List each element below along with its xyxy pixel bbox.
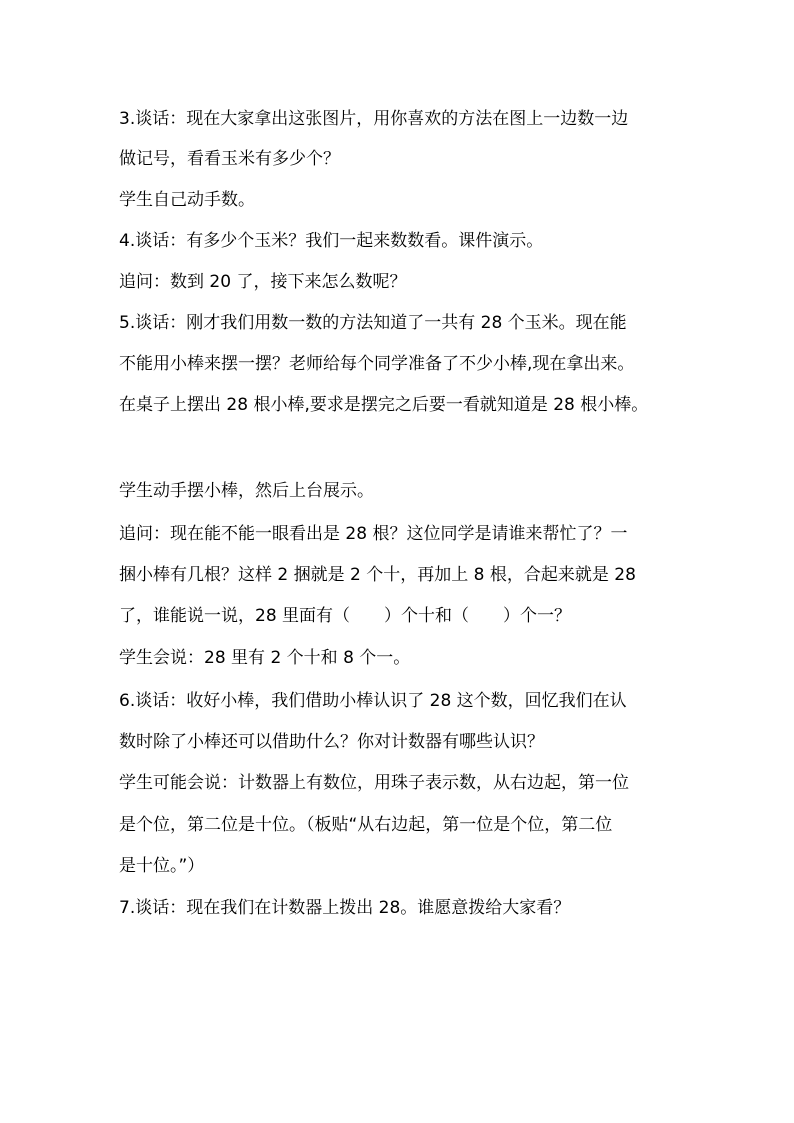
text-line-10: 追问：现在能不能一眼看出是 28 根？这位同学是请谁来帮忙了？一 — [119, 524, 628, 544]
text-line-11: 捆小棒有几根？这样 2 捆就是 2 个十，再加上 8 根，合起来就是 28 — [119, 565, 636, 585]
text-line-19: 7.谈话：现在我们在计数器上拨出 28。谁愿意拨给大家看？ — [119, 898, 571, 918]
text-line-12: 了，谁能说一说，28 里面有（ ）个十和（ ）个一？ — [119, 606, 572, 626]
text-line-2: 做记号，看看玉米有多少个？ — [119, 149, 340, 169]
text-line-15: 数时除了小棒还可以借助什么？你对计数器有哪些认识？ — [119, 732, 544, 752]
text-line-8: 在桌子上摆出 28 根小棒,要求是摆完之后要一看就知道是 28 根小棒。 — [119, 395, 649, 415]
text-line-9: 学生动手摆小棒，然后上台展示。 — [119, 481, 374, 501]
text-line-4: 4.谈话：有多少个玉米？我们一起来数数看。课件演示。 — [119, 231, 544, 251]
text-line-17: 是个位，第二位是十位。（板贴“从右边起，第一位是个位，第二位 — [119, 815, 613, 835]
text-line-7: 不能用小棒来摆一摆？老师给每个同学准备了不少小棒,现在拿出来。 — [119, 354, 635, 374]
text-line-5: 追问：数到 20 了，接下来怎么数呢？ — [119, 272, 407, 292]
text-line-3: 学生自己动手数。 — [119, 190, 255, 210]
text-line-1: 3.谈话：现在大家拿出这张图片，用你喜欢的方法在图上一边数一边 — [119, 109, 629, 129]
text-line-18: 是十位。”） — [119, 856, 205, 876]
text-line-16: 学生可能会说：计数器上有数位，用珠子表示数，从右边起，第一位 — [119, 773, 629, 793]
text-line-13: 学生会说：28 里有 2 个十和 8 个一。 — [119, 648, 411, 668]
text-line-14: 6.谈话：收好小棒，我们借助小棒认识了 28 这个数，回忆我们在认 — [119, 691, 627, 711]
text-line-6: 5.谈话：刚才我们用数一数的方法知道了一共有 28 个玉米。现在能 — [119, 313, 627, 333]
